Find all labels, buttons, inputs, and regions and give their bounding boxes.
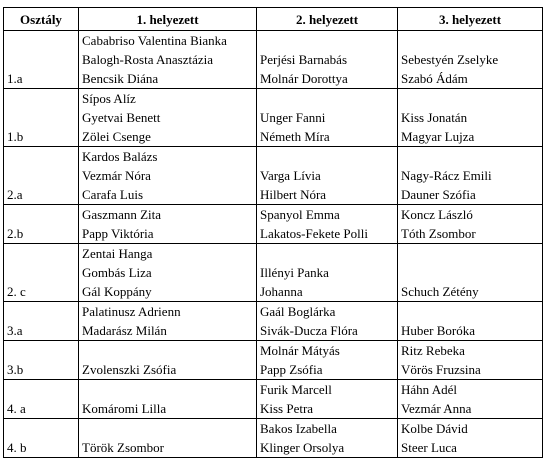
table-row — [4, 31, 543, 89]
class-cell: 4. a — [4, 380, 79, 419]
first-place-cell — [79, 244, 257, 302]
second-place-cell — [257, 419, 398, 458]
class-cell: 3.a — [4, 302, 79, 341]
class-cell: 2.b — [4, 205, 79, 244]
student-name: Balogh-Rosta Anasztázia — [82, 52, 214, 67]
second-place-cell — [257, 147, 398, 205]
student-name: Carafa Luis — [82, 187, 144, 202]
student-name: Gaszmann Zita — [82, 207, 162, 222]
student-name: Dauner Szófia — [401, 187, 476, 202]
third-place-cell — [398, 419, 543, 458]
student-name: Sivák-Ducza Flóra — [260, 323, 358, 338]
student-name: Papp Zsófia — [260, 362, 323, 377]
student-name: Steer Luca — [401, 440, 457, 455]
results-body — [4, 31, 543, 458]
table-row — [4, 147, 543, 205]
third-place-cell — [398, 302, 543, 341]
class-cell: 1.a — [4, 31, 79, 89]
header-third-place: 3. helyezett — [398, 8, 543, 31]
first-place-cell — [79, 205, 257, 244]
student-name: Vezmár Anna — [401, 401, 472, 416]
student-name: Perjési Barnabás — [260, 52, 348, 67]
third-place-cell — [398, 147, 543, 205]
second-place-cell — [257, 244, 398, 302]
student-name: Molnár Dorottya — [260, 71, 348, 86]
student-name: Zentai Hanga — [82, 246, 153, 261]
class-cell: 2.a — [4, 147, 79, 205]
table-row — [4, 302, 543, 341]
second-place-cell — [257, 380, 398, 419]
header-second-place: 2. helyezett — [257, 8, 398, 31]
class-cell: 2. c — [4, 244, 79, 302]
first-place-cell — [79, 31, 257, 89]
third-place-cell — [398, 380, 543, 419]
class-cell: 1.b — [4, 89, 79, 147]
student-name: Gál Koppány — [82, 284, 152, 299]
student-name: Huber Boróka — [401, 323, 476, 338]
student-name: Zvolenszki Zsófia — [82, 362, 177, 377]
student-name: Bakos Izabella — [260, 421, 337, 436]
student-name: Sípos Alíz — [82, 91, 136, 106]
student-name: Koncz László — [401, 207, 473, 222]
results-table — [3, 7, 543, 458]
student-name: Varga Lívia — [260, 168, 321, 183]
table-row — [4, 244, 543, 302]
student-name: Johanna — [260, 284, 303, 299]
student-name: Furik Marcell — [260, 382, 332, 397]
student-name: Szabó Ádám — [401, 71, 468, 86]
header-class: Osztály — [4, 8, 79, 31]
student-name: Unger Fanni — [260, 110, 326, 125]
student-name: Kiss Petra — [260, 401, 314, 416]
student-name: Vörös Fruzsina — [401, 362, 481, 377]
student-name: Spanyol Emma — [260, 207, 340, 222]
student-name: Bencsik Diána — [82, 71, 159, 86]
student-name: Vezmár Nóra — [82, 168, 151, 183]
header-first-place: 1. helyezett — [79, 8, 257, 31]
first-place-cell — [79, 89, 257, 147]
student-name: Török Zsombor — [82, 440, 164, 455]
class-cell: 4. b — [4, 419, 79, 458]
student-name: Zölei Csenge — [82, 129, 151, 144]
header-row — [4, 8, 543, 31]
student-name: Gombás Liza — [82, 265, 152, 280]
third-place-cell — [398, 89, 543, 147]
student-name: Lakatos-Fekete Polli — [260, 226, 368, 241]
student-name: Ritz Rebeka — [401, 343, 465, 358]
class-cell: 3.b — [4, 341, 79, 380]
first-place-cell — [79, 302, 257, 341]
student-name: Komáromi Lilla — [82, 401, 167, 416]
student-name: Nagy-Rácz Emili — [401, 168, 492, 183]
student-name: Madarász Milán — [82, 323, 167, 338]
third-place-cell — [398, 341, 543, 380]
first-place-cell — [79, 380, 257, 419]
second-place-cell — [257, 31, 398, 89]
student-name: Papp Viktória — [82, 226, 154, 241]
student-name: Tóth Zsombor — [401, 226, 476, 241]
student-name: Molnár Mátyás — [260, 343, 340, 358]
third-place-cell — [398, 31, 543, 89]
student-name: Sebestyén Zselyke — [401, 52, 499, 67]
student-name: Illényi Panka — [260, 265, 329, 280]
student-name: Schuch Zétény — [401, 284, 479, 299]
student-name: Kolbe Dávid — [401, 421, 468, 436]
student-name: Kiss Jonatán — [401, 110, 468, 125]
table-row — [4, 205, 543, 244]
second-place-cell — [257, 89, 398, 147]
student-name: Cababriso Valentina Bianka — [82, 33, 227, 48]
second-place-cell — [257, 341, 398, 380]
student-name: Magyar Lujza — [401, 129, 475, 144]
student-name: Gaál Boglárka — [260, 304, 336, 319]
student-name: Gyetvai Benett — [82, 110, 161, 125]
second-place-cell — [257, 205, 398, 244]
student-name: Klinger Orsolya — [260, 440, 345, 455]
first-place-cell — [79, 341, 257, 380]
first-place-cell — [79, 419, 257, 458]
student-name: Palatinusz Adrienn — [82, 304, 181, 319]
table-row — [4, 341, 543, 380]
student-name: Németh Míra — [260, 129, 330, 144]
student-name: Kardos Balázs — [82, 149, 158, 164]
table-row — [4, 89, 543, 147]
third-place-cell — [398, 244, 543, 302]
table-row — [4, 419, 543, 458]
student-name: Háhn Adél — [401, 382, 457, 397]
second-place-cell — [257, 302, 398, 341]
third-place-cell — [398, 205, 543, 244]
table-row — [4, 380, 543, 419]
first-place-cell — [79, 147, 257, 205]
student-name: Hilbert Nóra — [260, 187, 327, 202]
